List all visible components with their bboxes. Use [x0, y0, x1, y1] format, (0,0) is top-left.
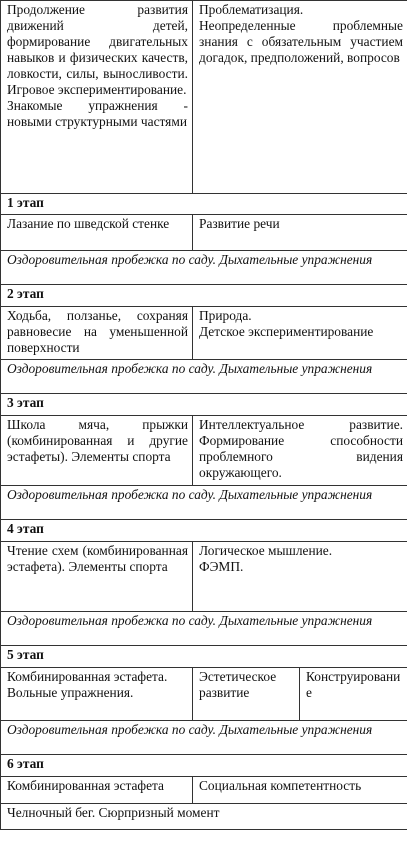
stage-5-heading: 5 этап — [1, 646, 407, 668]
stage-5-row — [1, 646, 407, 668]
stage-2-content-row — [1, 307, 407, 360]
final-row — [1, 804, 407, 830]
stage-5-activity-line-1: Комбинированная эстафета. — [7, 669, 168, 684]
stage-4-area-line-2: ФЭМП. — [199, 559, 244, 574]
stage-4-activity: Чтение схем (комбинированная эстафета). Элементы спорта — [1, 542, 193, 612]
stage-4-row — [1, 520, 407, 542]
stage-1-heading: 1 этап — [1, 194, 407, 215]
stage-2-activity: Ходьба, ползанье, сохраняя равновесие на уменьшенной поверхности — [1, 307, 193, 360]
stage-3-activity: Школа мяча, прыжки (комбинированная и другие эстафеты). Элементы спорта — [1, 416, 193, 486]
stage-5-content-row — [1, 668, 407, 721]
final-text: Челночный бег. Сюрпризный момент — [1, 804, 407, 830]
stage-2-area-line-2: Детское экспериментирование — [199, 324, 374, 339]
intro-left-cell — [1, 1, 193, 194]
intro-left-text-1: Продолжение развития движений детей, формирование двигательных навыков и физических качеств, ловкости, силы, выносливости. Игровое экспериментирование. — [7, 2, 188, 97]
intro-left-text-2: Знакомые упражнения - новыми структурными частями — [7, 98, 188, 129]
jog-row-2 — [1, 360, 407, 394]
stage-6-row — [1, 755, 407, 777]
stage-4-area-line-1: Логическое мышление. — [199, 543, 333, 558]
jog-text-5: Оздоровительная пробежка по саду. Дыхательные упражнения — [1, 721, 407, 755]
jog-row-3 — [1, 486, 407, 520]
intro-row — [1, 1, 407, 194]
stage-2-area — [193, 307, 407, 360]
stage-5-area-2: Конструирование — [300, 668, 407, 721]
stage-1-row — [1, 194, 407, 215]
stage-1-content-row — [1, 215, 407, 251]
stage-4-content-row — [1, 542, 407, 612]
stage-2-heading: 2 этап — [1, 285, 407, 307]
stage-2-row — [1, 285, 407, 307]
jog-text-2: Оздоровительная пробежка по саду. Дыхательные упражнения — [1, 360, 407, 394]
stage-5-activity — [1, 668, 193, 721]
stage-4-area — [193, 542, 407, 612]
stage-3-area: Интеллектуальное развитие. Формирование способности проблемного видения окружающего. — [193, 416, 407, 486]
stage-6-content-row — [1, 777, 407, 804]
stage-3-content-row — [1, 416, 407, 486]
stage-4-heading: 4 этап — [1, 520, 407, 542]
jog-row-5 — [1, 721, 407, 755]
jog-row-1 — [1, 251, 407, 285]
stage-1-area: Развитие речи — [193, 215, 407, 251]
stage-6-area: Социальная компетентность — [193, 777, 407, 804]
jog-text-4: Оздоровительная пробежка по саду. Дыхательные упражнения — [1, 612, 407, 646]
stage-6-activity: Комбинированная эстафета — [1, 777, 193, 804]
stage-6-heading: 6 этап — [1, 755, 407, 777]
stage-2-area-line-1: Природа. — [199, 308, 252, 323]
intro-right-cell: Проблематизация. Неопределенные проблемные знания с обязательным участием догадок, предположений, вопросов — [193, 1, 407, 194]
stage-5-activity-line-2: Вольные упражнения. — [7, 685, 134, 700]
jog-text-1: Оздоровительная пробежка по саду. Дыхательные упражнения — [1, 251, 407, 285]
stage-1-activity: Лазание по шведской стенке — [1, 215, 193, 251]
stage-3-row — [1, 394, 407, 416]
jog-row-4 — [1, 612, 407, 646]
stage-5-area-1: Эстетическое развитие — [193, 668, 300, 721]
stage-3-heading: 3 этап — [1, 394, 407, 416]
jog-text-3: Оздоровительная пробежка по саду. Дыхательные упражнения — [1, 486, 407, 520]
